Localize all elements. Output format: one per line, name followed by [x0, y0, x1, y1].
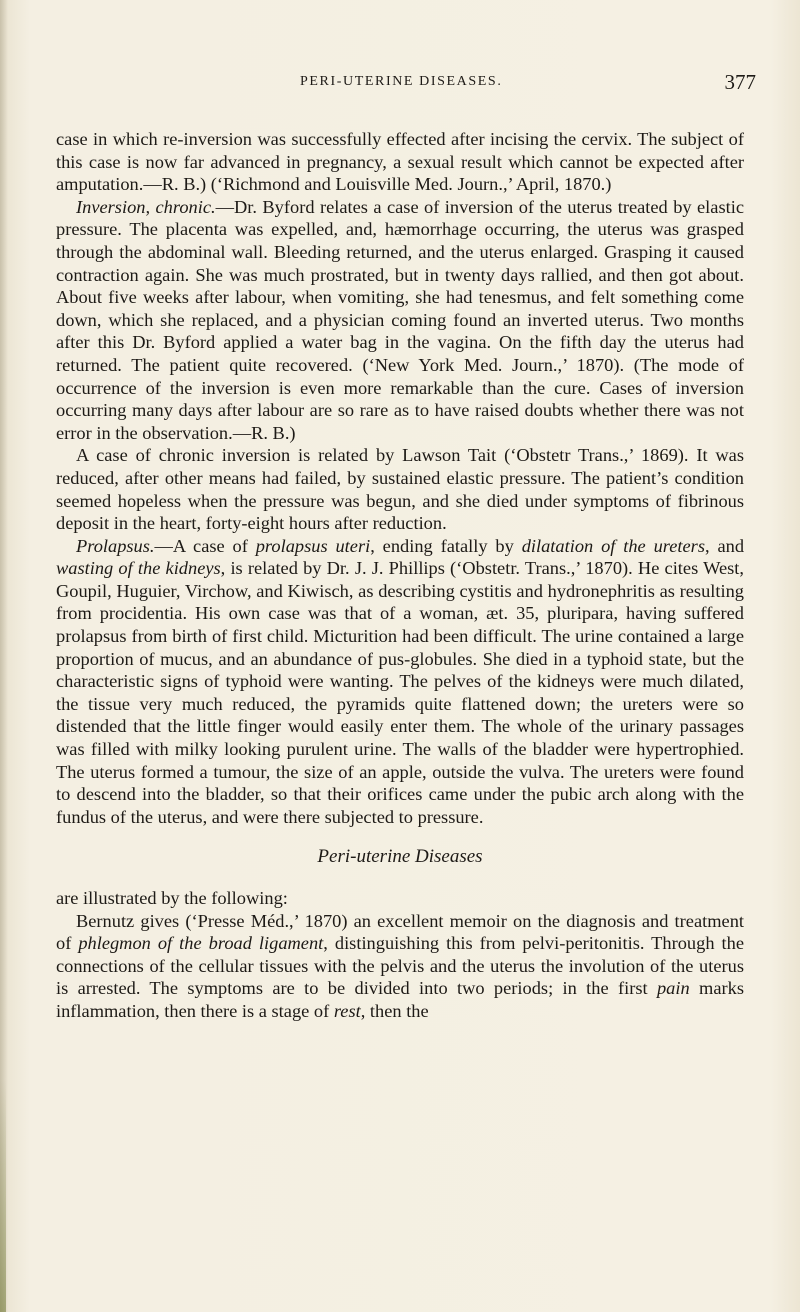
- text-run: , then the: [360, 1000, 429, 1021]
- text-run: , distinguishing this from pelvi-peritonitis. Through the connections of the cellular tissues with the pelvis and the uterus the involution of the uterus is arrested. The symptoms are to be divided into two periods; in the first: [56, 933, 744, 999]
- text-run: , ending fatally by: [370, 535, 522, 556]
- page-edge-stain: [0, 1080, 6, 1312]
- italic-term: dilatation of the ureters: [521, 535, 705, 556]
- text-run: —A case of: [154, 535, 256, 556]
- text-run: marks inflammation, then there is a stage of: [56, 978, 744, 1021]
- paragraph-bernutz: [56, 910, 744, 1023]
- italic-term: rest: [333, 1000, 361, 1021]
- running-head: [0, 70, 800, 98]
- paragraph-lawson-tait: [56, 444, 744, 534]
- italic-term: prolapsus uteri: [255, 535, 371, 556]
- italic-term: pain: [656, 978, 690, 999]
- paragraph-text: —Dr. Byford relates a case of inversion of the uterus treated by elastic pressure. The placenta was expelled, and, hæmorrhage occurring, the uterus was grasped through the abdominal wall. Bleeding returned, and the uterus enlarged. Grasping it caused contraction again. She was much prostrated, but in twenty days rallied, and then got about. About five weeks after labour, when vomiting, she had tenesmus, and felt something come down, which she replaced, and a physician coming found an inverted uterus. Two months after this Dr. Byford applied a water bag in the vagina. On the fifth day the uterus had returned. The patient quite recovered. (‘New York Med. Journ.,’ 1870). (The mode of occurrence of the inversion is even more remarkable than the cure. Cases of inversion occurring many days after labour are so rare as to have raised doubts whether there was not error in the observation.—R. B.): [56, 196, 744, 443]
- italic-term: wasting of the kidneys: [56, 558, 221, 579]
- paragraph-intro: [56, 887, 744, 910]
- paragraph-text: case in which re-inversion was successfully effected after incising the cervix. The subject of this case is now far advanced in pregnancy, a sexual result which cannot be expected after amputation.—R. B.) (‘Richmond and Louisville Med. Journ.,’ April, 1870.): [56, 129, 744, 195]
- paragraph-continuation: [56, 128, 744, 196]
- page-number: 377: [724, 70, 756, 94]
- body-text: [56, 128, 744, 1023]
- text-run: , is related by Dr. J. J. Phillips (‘Obstetr. Trans.,’ 1870). He cites West, Goupil, Huguier, Virchow, and Kiwisch, as describing cystitis and hydronephritis as resulting from procidentia. His own case was that of a woman, æt. 35, pluripara, having suffered prolapsus from birth of first child. Micturition had been difficult. The urine contained a large proportion of mucus, and an abundance of pus-globules. She died in a typhoid state, but the characteristic signs of typhoid were wanting. The pelves of the kidneys were much dilated, the tissue very much reduced, the pyramids quite flattened down; the ureters were so distended that the little finger would easily enter them. The whole of the urinary passages was filled with milky looking purulent urine. The walls of the bladder were hypertrophied. The uterus formed a tumour, the size of an apple, outside the vulva. The ureters were found to descend into the bladder, so that their orifices came under the pubic arch along with the fundus of the uterus, and were there subjected to pressure.: [56, 558, 744, 827]
- paragraph-prolapsus: [56, 535, 744, 829]
- paragraph-lead-prolapsus: Prolapsus.: [76, 535, 155, 556]
- paragraph-text: A case of chronic inversion is related by Lawson Tait (‘Obstetr Trans.,’ 1869). It was reduced, after other means had failed, by sustained elastic pressure. The patient’s condition seemed hopeless when the pressure was begun, and she died under symptoms of fibrinous deposit in the heart, forty-eight hours after reduction.: [56, 445, 744, 534]
- text-run: Bernutz gives (‘Presse Méd.,’ 1870) an excellent memoir on the diagnosis and treatment of: [56, 910, 744, 954]
- text-run: , and: [705, 535, 745, 556]
- paragraph-lead-inversion: Inversion, chronic.: [76, 196, 216, 217]
- running-title: PERI-UTERINE DISEASES.: [300, 74, 503, 89]
- italic-term: phlegmon of the broad ligament: [78, 933, 324, 954]
- section-heading: Peri-uterine Diseases: [317, 846, 483, 868]
- paragraph-inversion-chronic: [56, 196, 744, 445]
- paragraph-text: are illustrated by the following:: [56, 888, 288, 908]
